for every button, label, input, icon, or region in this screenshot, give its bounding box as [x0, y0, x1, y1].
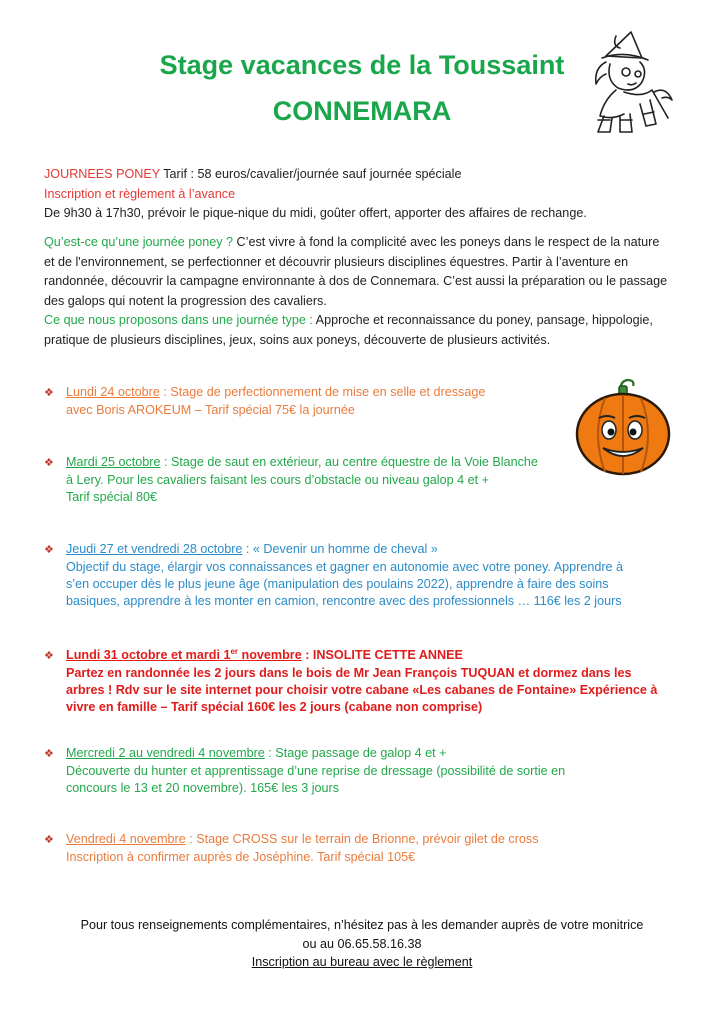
- footer: [0, 916, 724, 972]
- event-line: basiques, apprendre à les monter en camion, rencontre avec des professionnels … 116€ les 2 jours: [66, 594, 622, 608]
- event-line: : Stage de saut en extérieur, au centre équestre de la Voie Blanche: [160, 455, 538, 469]
- tarif-line: [44, 165, 684, 185]
- event-line: Objectif du stage, élargir vos connaissances et gagner en autonomie avec votre poney. Apprendre à: [66, 560, 624, 574]
- event-date: Lundi 24 octobre: [66, 385, 160, 399]
- event-item: [44, 745, 565, 797]
- intro-block: [44, 165, 684, 224]
- event-line: : Stage de perfectionnement de mise en selle et dressage: [159, 385, 486, 399]
- horaires-line: De 9h30 à 17h30, prévoir le pique-nique du midi, goûter offert, apporter des affaires de rechange.: [44, 206, 587, 220]
- event-item: [44, 454, 538, 506]
- event-item: [44, 541, 623, 610]
- event-line: : Stage passage de galop 4 et +: [264, 746, 447, 760]
- event-date: Jeudi 27 et vendredi 28 octobre: [66, 542, 243, 556]
- diamond-bullet-icon: ❖: [44, 457, 54, 469]
- event-item: [44, 831, 539, 866]
- event-line: avec Boris AROKEUM – Tarif spécial 75€ la journée: [66, 403, 355, 417]
- event-date: Mardi 25 octobre: [66, 455, 161, 469]
- event-line: s’en occuper dès le plus jeune âge (manipulation des poulains 2022), apprendre à faire des soins: [66, 577, 609, 591]
- pony-drawing: [576, 28, 676, 138]
- diamond-bullet-icon: ❖: [44, 834, 54, 846]
- event-line: Partez en randonnée les 2 jours dans le bois de Mr Jean François TUQUAN et dormez dans les: [66, 666, 632, 681]
- page-title: Stage vacances de la Toussaint: [159, 50, 565, 80]
- question-label: Qu’est-ce qu’une journée poney ?: [44, 235, 234, 249]
- tarif-text: Tarif : 58 euros/cavalier/journée sauf journée spéciale: [159, 167, 462, 181]
- description-block: [44, 233, 684, 350]
- journees-poney-label: JOURNEES PONEY: [44, 167, 160, 181]
- event-date: Lundi 31 octobre et mardi 1er novembre: [66, 647, 302, 663]
- event-line: arbres ! Rdv sur le site internet pour choisir votre cabane «Les cabanes de Fontaine» Expérience à: [66, 683, 658, 698]
- event-line: Tarif spécial 80€: [66, 490, 158, 504]
- footer-inscription: Inscription au bureau avec le règlement: [251, 955, 473, 969]
- event-item: [44, 384, 485, 419]
- footer-phone: ou au 06.65.58.16.38: [302, 936, 422, 951]
- inscription-line: Inscription et règlement à l’avance: [44, 186, 236, 201]
- proposal-text-2: pratique de plusieurs disciplines, jeux, soins aux poneys, découverte de plusieurs activités.: [44, 332, 551, 347]
- event-date: Mercredi 2 au vendredi 4 novembre: [66, 746, 265, 760]
- diamond-bullet-icon: ❖: [44, 387, 54, 399]
- diamond-bullet-icon: ❖: [44, 544, 54, 556]
- pumpkin-drawing: [573, 378, 673, 478]
- proposal-text-1: Approche et reconnaissance du poney, pansage, hippologie,: [312, 313, 653, 327]
- proposal-label: Ce que nous proposons dans une journée type :: [44, 313, 313, 327]
- question-text-4: des galops qui notent la progression des cavaliers.: [44, 293, 327, 308]
- diamond-bullet-icon: ❖: [44, 748, 54, 760]
- event-item: [44, 643, 657, 716]
- event-line: Découverte du hunter et apprentissage d’une reprise de dressage (possibilité de sortie en: [66, 764, 566, 778]
- page-subtitle: CONNEMARA: [272, 96, 452, 126]
- event-line: : « Devenir un homme de cheval »: [242, 542, 438, 556]
- event-line: : INSOLITE CETTE ANNEE: [301, 648, 463, 663]
- footer-info: Pour tous renseignements complémentaires, n’hésitez pas à les demander auprès de votre monitrice: [80, 918, 644, 932]
- question-text-1: C’est vivre à fond la complicité avec les poneys dans le respect de la nature: [233, 235, 660, 249]
- event-line: Inscription à confirmer auprès de Joséphine. Tarif spécial 105€: [66, 850, 416, 864]
- question-text-3: randonnée, découvrir la campagne environnante à dos de Connemara. C’est aussi la préparation ou le passage: [44, 274, 668, 288]
- event-line: à Lery. Pour les cavaliers faisant les cours d’obstacle ou niveau galop 4 et +: [66, 473, 489, 487]
- event-line: concours le 13 et 20 novembre). 165€ les 3 jours: [66, 781, 340, 795]
- question-text-2: et de l'environnement, se perfectionner et découvrir plusieurs disciplines équestres. Partir à l’aventure en: [44, 254, 629, 269]
- event-date: Vendredi 4 novembre: [66, 832, 186, 846]
- event-line: vivre en famille – Tarif spécial 160€ les 2 jours (cabane non comprise): [66, 700, 483, 715]
- event-line: : Stage CROSS sur le terrain de Brionne, prévoir gilet de cross: [185, 832, 539, 846]
- diamond-bullet-icon: ❖: [44, 650, 54, 663]
